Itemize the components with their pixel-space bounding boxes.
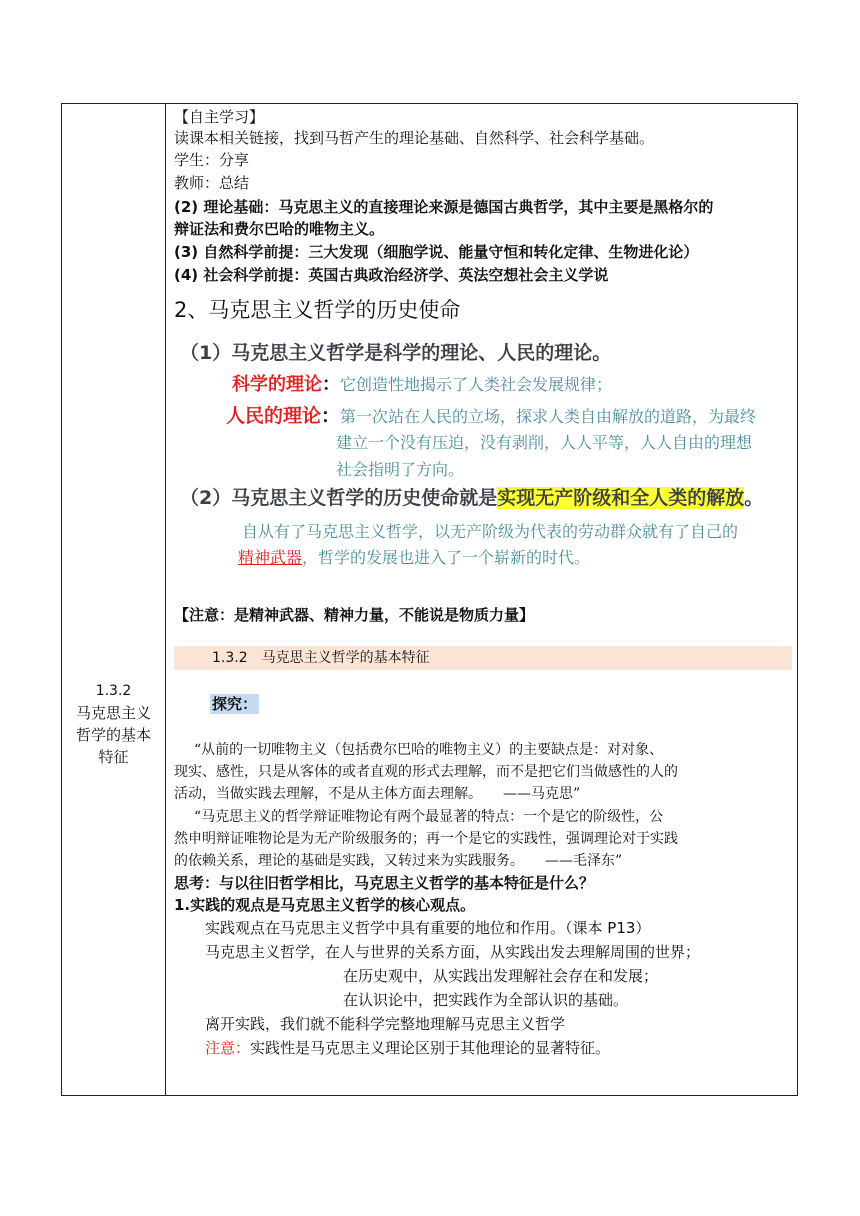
mission-heading: 2、马克思主义哲学的历史使命 xyxy=(174,298,461,322)
mission-description-1: 自从有了马克思主义哲学，以无产阶级为代表的劳动群众就有了自己的 xyxy=(242,522,739,541)
people-theory-label: 人民的理论 xyxy=(226,405,322,427)
marx-quote-line-3: 活动，当做实践去理解，不是从主体方面去理解。 ——马克思” xyxy=(174,786,581,802)
lesson-table xyxy=(61,103,798,1096)
people-theory-text-2: 建立一个没有压迫，没有剥削，人人平等，人人自由的理想 xyxy=(336,433,753,452)
spiritual-weapon-term: 精神武器 xyxy=(238,548,303,567)
self-study-heading: 【自主学习】 xyxy=(174,108,265,126)
spiritual-weapon-note: 【注意：是精神武器、精神力量，不能说是物质力量】 xyxy=(174,606,535,624)
practice-paragraph-2: 马克思主义哲学，在人与世界的关系方面，从实践出发去理解周围的世界； xyxy=(205,943,701,961)
mao-quote-line-3: 的依赖关系，理论的基础是实践，又转过来为实践服务。 ——毛泽东” xyxy=(174,853,623,869)
science-theory-row xyxy=(232,373,612,397)
social-science-premise: (4) 社会科学前提：英国古典政治经济学、英法空想社会主义学说 xyxy=(174,266,609,284)
people-theory-text-1: 第一次站在人民的立场，探求人类自由解放的道路，为最终 xyxy=(340,407,757,426)
section-label-cell xyxy=(62,680,165,768)
section-title-line-3: 特征 xyxy=(98,748,129,766)
mission-description-2-rest: ，哲学的发展也进入了一个崭新的时代。 xyxy=(302,548,591,567)
practice-note xyxy=(205,1038,610,1058)
science-theory-text: 它创造性地揭示了人类社会发展规律； xyxy=(340,375,613,394)
practice-core-point: 1.实践的观点是马克思主义哲学的核心观点。 xyxy=(174,896,476,914)
mission-point-2-prefix: （2）马克思主义哲学的历史使命就是 xyxy=(180,487,498,509)
mission-point-2 xyxy=(180,488,763,508)
section-title-line-2: 哲学的基本 xyxy=(75,726,151,744)
practice-paragraph-4: 在认识论中，把实践作为全部认识的基础。 xyxy=(343,991,629,1009)
self-study-line-2: 学生：分享 xyxy=(174,151,250,169)
practice-note-label: 注意： xyxy=(205,1039,251,1057)
section-banner-title: 1.3.2 马克思主义哲学的基本特征 xyxy=(212,650,430,666)
section-title-line-1: 马克思主义 xyxy=(75,704,151,722)
self-study-line-3: 教师：总结 xyxy=(174,174,250,192)
marx-quote-line-1: “从前的一切唯物主义（包括费尔巴哈的唯物主义）的主要缺点是：对对象、 xyxy=(194,742,664,758)
mission-point-2-highlight: 实现无产阶级和全人类的解放 xyxy=(497,487,745,509)
self-study-line-1: 读课本相关链接，找到马哲产生的理论基础、自然科学、社会科学基础。 xyxy=(174,129,655,147)
theory-basis-line-2: 辩证法和费尔巴哈的唯物主义。 xyxy=(174,220,385,238)
mission-description-2 xyxy=(238,548,590,568)
mission-point-1: （1）马克思主义哲学是科学的理论、人民的理论。 xyxy=(180,342,612,364)
explore-heading xyxy=(210,694,259,714)
science-theory-colon: ： xyxy=(322,374,340,395)
practice-note-text: 实践性是马克思主义理论区别于其他理论的显著特征。 xyxy=(250,1039,611,1057)
mao-quote-line-2: 然申明辩证唯物论是为无产阶级服务的；再一个是它的实践性，强调理论对于实践 xyxy=(174,831,678,847)
theory-basis-line-1: (2) 理论基础：马克思主义的直接理论来源是德国古典哲学，其中主要是黑格尔的 xyxy=(174,198,714,216)
section-code: 1.3.2 xyxy=(95,683,132,699)
marx-quote-line-2: 现实、感性，只是从客体的或者直观的形式去理解，而不是把它们当做感性的人的 xyxy=(174,764,678,780)
think-question: 思考：与以往旧哲学相比，马克思主义哲学的基本特征是什么？ xyxy=(174,874,595,892)
practice-paragraph-3: 在历史观中，从实践出发理解社会存在和发展； xyxy=(343,967,659,985)
mission-point-2-suffix: 。 xyxy=(744,487,764,509)
column-divider xyxy=(165,104,166,1095)
explore-label: 探究： xyxy=(212,695,258,713)
mao-quote-line-1: “马克思主义的哲学辩证唯物论有两个最显著的特点：一个是它的阶级性，公 xyxy=(194,809,664,825)
people-theory-row xyxy=(226,404,756,429)
practice-paragraph-1: 实践观点在马克思主义哲学中具有重要的地位和作用。（课本 P13） xyxy=(205,919,651,937)
natural-science-premise: (3) 自然科学前提：三大发现（细胞学说、能量守恒和转化定律、生物进化论） xyxy=(174,243,699,261)
practice-paragraph-5: 离开实践，我们就不能科学完整地理解马克思主义哲学 xyxy=(205,1015,566,1033)
people-theory-colon: ： xyxy=(321,405,341,427)
science-theory-label: 科学的理论 xyxy=(232,374,322,395)
people-theory-text-3: 社会指明了方向。 xyxy=(336,460,465,479)
